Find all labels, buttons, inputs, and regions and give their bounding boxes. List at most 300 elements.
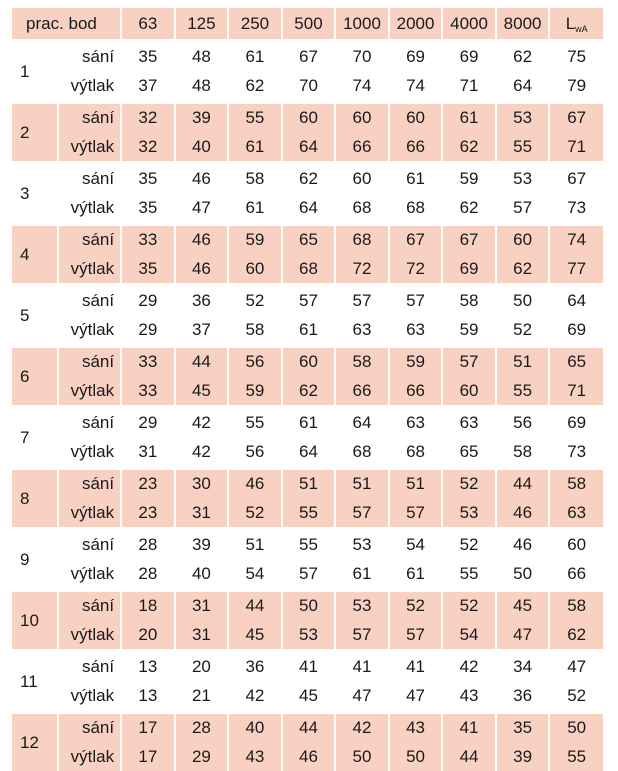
value-cell: 47 (389, 682, 443, 711)
header-freq-125: 125 (175, 8, 229, 39)
value-cell: 50 (335, 743, 389, 771)
value-cell: 58 (228, 316, 282, 345)
table-row (12, 226, 603, 255)
value-cell: 71 (442, 72, 496, 101)
measurement-type: výtlak (58, 499, 121, 528)
table-row (12, 470, 603, 499)
table-header (12, 8, 603, 43)
value-cell: 53 (282, 621, 336, 650)
point-number: 4 (12, 226, 58, 283)
value-cell: 60 (442, 377, 496, 406)
point-group-10 (12, 592, 603, 653)
point-number: 10 (12, 592, 58, 649)
value-cell: 53 (496, 104, 550, 133)
header-freq-500: 500 (282, 8, 336, 39)
value-cell: 50 (549, 714, 603, 743)
value-cell: 52 (549, 682, 603, 711)
table-row (12, 592, 603, 621)
value-cell: 48 (175, 72, 229, 101)
value-cell: 62 (228, 72, 282, 101)
measurement-type: sání (58, 470, 121, 499)
value-cell: 64 (496, 72, 550, 101)
table-row (12, 287, 603, 316)
value-cell: 54 (228, 560, 282, 589)
table-row (12, 72, 603, 101)
header-row (12, 8, 603, 39)
value-cell: 47 (496, 621, 550, 650)
value-cell: 60 (282, 348, 336, 377)
value-cell: 45 (175, 377, 229, 406)
point-number: 2 (12, 104, 58, 161)
value-cell: 47 (175, 194, 229, 223)
value-cell: 62 (442, 133, 496, 162)
point-number: 12 (12, 714, 58, 771)
value-cell: 74 (389, 72, 443, 101)
value-cell: 20 (121, 621, 175, 650)
table-row (12, 348, 603, 377)
value-cell: 61 (228, 194, 282, 223)
value-cell: 33 (121, 348, 175, 377)
value-cell: 58 (549, 470, 603, 499)
table-row (12, 682, 603, 711)
value-cell: 31 (121, 438, 175, 467)
value-cell: 47 (335, 682, 389, 711)
value-cell: 44 (442, 743, 496, 771)
point-number: 7 (12, 409, 58, 466)
value-cell: 21 (175, 682, 229, 711)
value-cell: 66 (389, 377, 443, 406)
value-cell: 57 (335, 621, 389, 650)
value-cell: 71 (549, 133, 603, 162)
value-cell: 33 (121, 377, 175, 406)
header-freq-2000: 2000 (389, 8, 443, 39)
value-cell: 57 (389, 621, 443, 650)
value-cell: 35 (121, 194, 175, 223)
value-cell: 74 (549, 226, 603, 255)
value-cell: 57 (335, 499, 389, 528)
value-cell: 35 (121, 43, 175, 72)
value-cell: 36 (228, 653, 282, 682)
point-group-3 (12, 165, 603, 226)
measurement-type: výtlak (58, 560, 121, 589)
value-cell: 18 (121, 592, 175, 621)
table-row (12, 133, 603, 162)
value-cell: 46 (282, 743, 336, 771)
value-cell: 64 (335, 409, 389, 438)
value-cell: 29 (175, 743, 229, 771)
value-cell: 23 (121, 499, 175, 528)
value-cell: 58 (549, 592, 603, 621)
value-cell: 46 (228, 470, 282, 499)
value-cell: 72 (335, 255, 389, 284)
value-cell: 62 (442, 194, 496, 223)
value-cell: 67 (549, 104, 603, 133)
value-cell: 52 (442, 592, 496, 621)
value-cell: 44 (228, 592, 282, 621)
point-number: 5 (12, 287, 58, 344)
value-cell: 36 (175, 287, 229, 316)
value-cell: 75 (549, 43, 603, 72)
value-cell: 71 (549, 377, 603, 406)
value-cell: 63 (335, 316, 389, 345)
value-cell: 61 (389, 165, 443, 194)
value-cell: 64 (282, 133, 336, 162)
header-freq-63: 63 (121, 8, 175, 39)
value-cell: 40 (175, 560, 229, 589)
value-cell: 62 (496, 255, 550, 284)
value-cell: 61 (228, 133, 282, 162)
value-cell: 69 (442, 43, 496, 72)
table-row (12, 621, 603, 650)
value-cell: 13 (121, 682, 175, 711)
measurement-type: výtlak (58, 377, 121, 406)
value-cell: 50 (496, 560, 550, 589)
point-number: 8 (12, 470, 58, 527)
value-cell: 62 (282, 377, 336, 406)
value-cell: 44 (282, 714, 336, 743)
value-cell: 52 (442, 531, 496, 560)
value-cell: 39 (496, 743, 550, 771)
value-cell: 45 (282, 682, 336, 711)
value-cell: 72 (389, 255, 443, 284)
value-cell: 57 (282, 560, 336, 589)
value-cell: 66 (389, 133, 443, 162)
value-cell: 40 (175, 133, 229, 162)
value-cell: 56 (228, 348, 282, 377)
value-cell: 17 (121, 714, 175, 743)
point-group-8 (12, 470, 603, 531)
table-row (12, 743, 603, 771)
value-cell: 42 (335, 714, 389, 743)
point-number: 11 (12, 653, 58, 710)
value-cell: 68 (282, 255, 336, 284)
value-cell: 17 (121, 743, 175, 771)
value-cell: 41 (335, 653, 389, 682)
point-number: 1 (12, 43, 58, 100)
value-cell: 51 (496, 348, 550, 377)
value-cell: 41 (389, 653, 443, 682)
point-group-7 (12, 409, 603, 470)
value-cell: 58 (335, 348, 389, 377)
value-cell: 43 (228, 743, 282, 771)
value-cell: 63 (442, 409, 496, 438)
value-cell: 57 (282, 287, 336, 316)
point-group-5 (12, 287, 603, 348)
value-cell: 66 (549, 560, 603, 589)
value-cell: 61 (335, 560, 389, 589)
table-row (12, 499, 603, 528)
header-freq-250: 250 (228, 8, 282, 39)
value-cell: 58 (442, 287, 496, 316)
value-cell: 32 (121, 104, 175, 133)
value-cell: 60 (282, 104, 336, 133)
measurement-type: výtlak (58, 621, 121, 650)
value-cell: 42 (175, 438, 229, 467)
value-cell: 51 (335, 470, 389, 499)
point-group-9 (12, 531, 603, 592)
value-cell: 42 (228, 682, 282, 711)
measurement-type: sání (58, 287, 121, 316)
value-cell: 59 (389, 348, 443, 377)
value-cell: 45 (496, 592, 550, 621)
value-cell: 59 (228, 377, 282, 406)
measurement-type: výtlak (58, 133, 121, 162)
value-cell: 69 (549, 409, 603, 438)
value-cell: 46 (496, 531, 550, 560)
value-cell: 67 (282, 43, 336, 72)
table-row (12, 560, 603, 589)
table-row (12, 316, 603, 345)
value-cell: 69 (442, 255, 496, 284)
measurement-type: výtlak (58, 255, 121, 284)
value-cell: 45 (228, 621, 282, 650)
value-cell: 61 (389, 560, 443, 589)
point-number: 6 (12, 348, 58, 405)
value-cell: 59 (442, 316, 496, 345)
value-cell: 70 (282, 72, 336, 101)
measurement-type: sání (58, 226, 121, 255)
table-row (12, 43, 603, 72)
value-cell: 28 (121, 531, 175, 560)
value-cell: 42 (175, 409, 229, 438)
value-cell: 63 (389, 316, 443, 345)
value-cell: 61 (442, 104, 496, 133)
value-cell: 61 (282, 316, 336, 345)
value-cell: 39 (175, 104, 229, 133)
value-cell: 77 (549, 255, 603, 284)
value-cell: 55 (496, 133, 550, 162)
value-cell: 52 (228, 499, 282, 528)
value-cell: 58 (496, 438, 550, 467)
table-row (12, 104, 603, 133)
value-cell: 13 (121, 653, 175, 682)
measurement-type: výtlak (58, 743, 121, 771)
value-cell: 62 (549, 621, 603, 650)
header-label: prac. bod (12, 8, 121, 39)
value-cell: 53 (442, 499, 496, 528)
value-cell: 50 (496, 287, 550, 316)
value-cell: 73 (549, 194, 603, 223)
value-cell: 51 (282, 470, 336, 499)
measurement-type: sání (58, 531, 121, 560)
noise-table-container (12, 8, 603, 771)
value-cell: 29 (121, 287, 175, 316)
value-cell: 56 (496, 409, 550, 438)
header-freq-1000: 1000 (335, 8, 389, 39)
point-number: 9 (12, 531, 58, 588)
value-cell: 58 (228, 165, 282, 194)
value-cell: 31 (175, 592, 229, 621)
value-cell: 68 (335, 194, 389, 223)
value-cell: 52 (496, 316, 550, 345)
header-lwa-main: L (566, 14, 575, 33)
point-group-2 (12, 104, 603, 165)
measurement-type: sání (58, 409, 121, 438)
value-cell: 60 (389, 104, 443, 133)
value-cell: 20 (175, 653, 229, 682)
value-cell: 53 (496, 165, 550, 194)
value-cell: 60 (335, 165, 389, 194)
value-cell: 69 (389, 43, 443, 72)
value-cell: 57 (496, 194, 550, 223)
value-cell: 35 (121, 165, 175, 194)
value-cell: 39 (175, 531, 229, 560)
measurement-type: sání (58, 592, 121, 621)
measurement-type: výtlak (58, 72, 121, 101)
value-cell: 43 (389, 714, 443, 743)
value-cell: 79 (549, 72, 603, 101)
value-cell: 35 (496, 714, 550, 743)
table-row (12, 653, 603, 682)
value-cell: 67 (389, 226, 443, 255)
point-number: 3 (12, 165, 58, 222)
value-cell: 66 (335, 133, 389, 162)
value-cell: 43 (442, 682, 496, 711)
value-cell: 37 (121, 72, 175, 101)
value-cell: 37 (175, 316, 229, 345)
value-cell: 46 (175, 226, 229, 255)
value-cell: 59 (228, 226, 282, 255)
table-row (12, 255, 603, 284)
value-cell: 60 (335, 104, 389, 133)
value-cell: 61 (228, 43, 282, 72)
value-cell: 65 (549, 348, 603, 377)
value-cell: 64 (282, 438, 336, 467)
value-cell: 54 (442, 621, 496, 650)
value-cell: 28 (175, 714, 229, 743)
header-lwa-sub: wA (575, 24, 588, 34)
value-cell: 30 (175, 470, 229, 499)
value-cell: 60 (228, 255, 282, 284)
measurement-type: sání (58, 653, 121, 682)
table-row (12, 409, 603, 438)
table-row (12, 531, 603, 560)
value-cell: 40 (228, 714, 282, 743)
value-cell: 28 (121, 560, 175, 589)
value-cell: 68 (335, 226, 389, 255)
value-cell: 46 (496, 499, 550, 528)
value-cell: 46 (175, 255, 229, 284)
value-cell: 55 (282, 499, 336, 528)
value-cell: 55 (442, 560, 496, 589)
value-cell: 62 (496, 43, 550, 72)
value-cell: 65 (282, 226, 336, 255)
value-cell: 55 (228, 104, 282, 133)
value-cell: 57 (442, 348, 496, 377)
measurement-type: výtlak (58, 682, 121, 711)
value-cell: 32 (121, 133, 175, 162)
value-cell: 57 (389, 287, 443, 316)
value-cell: 65 (442, 438, 496, 467)
value-cell: 33 (121, 226, 175, 255)
header-freq-8000: 8000 (496, 8, 550, 39)
value-cell: 64 (549, 287, 603, 316)
value-cell: 51 (389, 470, 443, 499)
value-cell: 53 (335, 592, 389, 621)
measurement-type: sání (58, 165, 121, 194)
value-cell: 70 (335, 43, 389, 72)
point-group-11 (12, 653, 603, 714)
point-group-12 (12, 714, 603, 771)
value-cell: 52 (442, 470, 496, 499)
value-cell: 55 (549, 743, 603, 771)
measurement-type: sání (58, 43, 121, 72)
point-group-6 (12, 348, 603, 409)
value-cell: 66 (335, 377, 389, 406)
value-cell: 41 (442, 714, 496, 743)
measurement-type: sání (58, 348, 121, 377)
table-row (12, 438, 603, 467)
value-cell: 57 (335, 287, 389, 316)
header-freq-4000: 4000 (442, 8, 496, 39)
value-cell: 67 (549, 165, 603, 194)
value-cell: 56 (228, 438, 282, 467)
value-cell: 48 (175, 43, 229, 72)
point-group-4 (12, 226, 603, 287)
value-cell: 51 (228, 531, 282, 560)
value-cell: 31 (175, 621, 229, 650)
point-group-1 (12, 43, 603, 104)
value-cell: 63 (549, 499, 603, 528)
value-cell: 74 (335, 72, 389, 101)
table-row (12, 194, 603, 223)
value-cell: 61 (282, 409, 336, 438)
value-cell: 23 (121, 470, 175, 499)
table-row (12, 714, 603, 743)
measurement-type: výtlak (58, 438, 121, 467)
value-cell: 55 (496, 377, 550, 406)
value-cell: 68 (389, 194, 443, 223)
value-cell: 52 (228, 287, 282, 316)
measurement-type: výtlak (58, 316, 121, 345)
header-lwa (549, 8, 603, 39)
value-cell: 73 (549, 438, 603, 467)
value-cell: 29 (121, 316, 175, 345)
measurement-type: sání (58, 714, 121, 743)
value-cell: 36 (496, 682, 550, 711)
value-cell: 59 (442, 165, 496, 194)
value-cell: 55 (282, 531, 336, 560)
value-cell: 68 (389, 438, 443, 467)
value-cell: 29 (121, 409, 175, 438)
value-cell: 47 (549, 653, 603, 682)
value-cell: 64 (282, 194, 336, 223)
table-row (12, 165, 603, 194)
value-cell: 34 (496, 653, 550, 682)
measurement-type: výtlak (58, 194, 121, 223)
value-cell: 57 (389, 499, 443, 528)
measurement-type: sání (58, 104, 121, 133)
value-cell: 62 (282, 165, 336, 194)
value-cell: 46 (175, 165, 229, 194)
value-cell: 63 (389, 409, 443, 438)
value-cell: 54 (389, 531, 443, 560)
value-cell: 55 (228, 409, 282, 438)
value-cell: 69 (549, 316, 603, 345)
value-cell: 35 (121, 255, 175, 284)
value-cell: 52 (389, 592, 443, 621)
value-cell: 60 (549, 531, 603, 560)
value-cell: 50 (282, 592, 336, 621)
table-row (12, 377, 603, 406)
value-cell: 68 (335, 438, 389, 467)
value-cell: 44 (175, 348, 229, 377)
value-cell: 44 (496, 470, 550, 499)
value-cell: 67 (442, 226, 496, 255)
value-cell: 41 (282, 653, 336, 682)
value-cell: 42 (442, 653, 496, 682)
value-cell: 53 (335, 531, 389, 560)
